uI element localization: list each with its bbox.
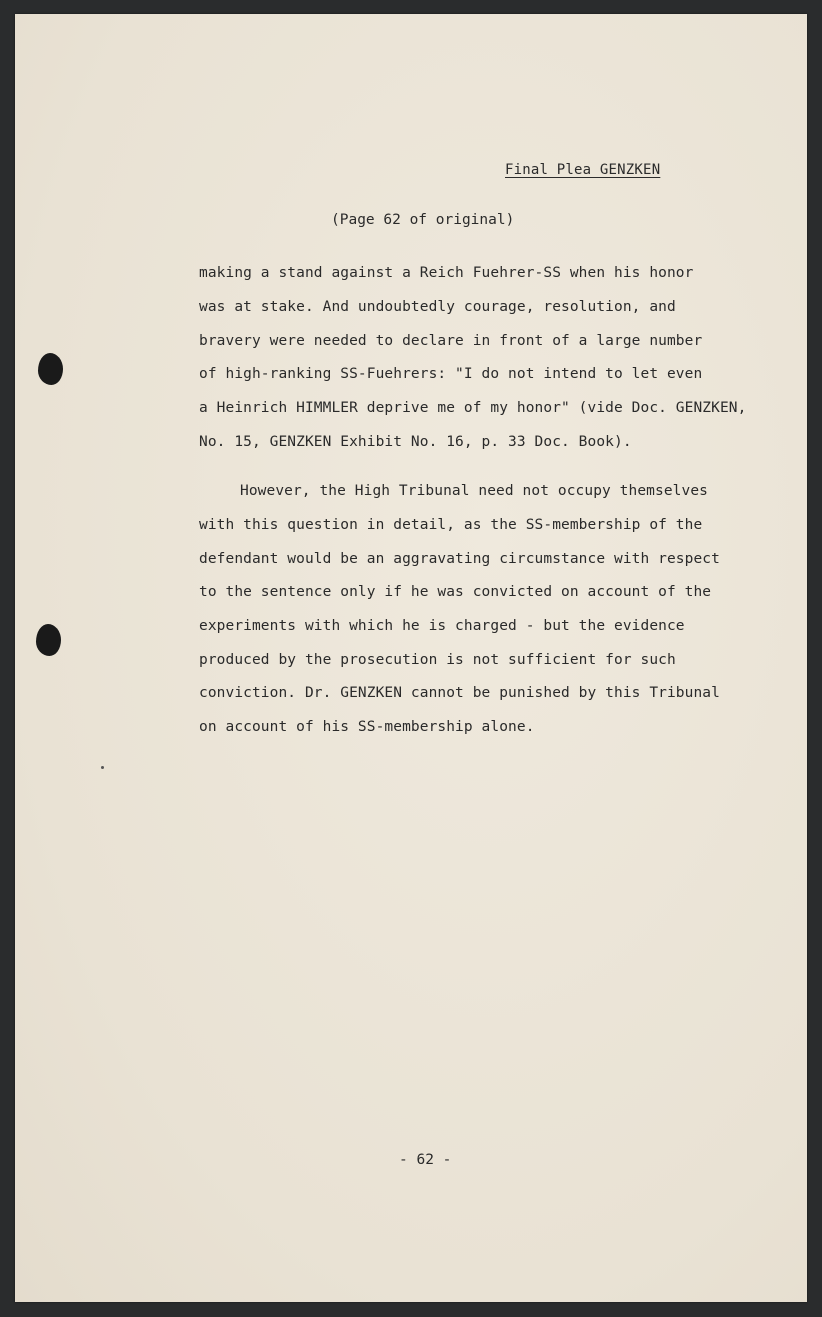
punch-hole-upper: [38, 353, 63, 385]
paper-speck: [101, 766, 104, 769]
paragraph-1-line: was at stake. And undoubtedly courage, resolution, and: [199, 299, 676, 315]
paragraph-2-line: on account of his SS-membership alone.: [199, 719, 535, 735]
paragraph-2-line: conviction. Dr. GENZKEN cannot be punished by this Tribunal: [199, 685, 720, 701]
paragraph-1-line: of high-ranking SS-Fuehrers: "I do not intend to let even: [199, 366, 703, 382]
document-reference: Final Plea GENZKEN: [505, 162, 661, 178]
paragraph-1-line: bravery were needed to declare in front of a large number: [199, 333, 703, 349]
original-page-reference: (Page 62 of original): [331, 212, 515, 228]
paragraph-1-line: making a stand against a Reich Fuehrer-SS when his honor: [199, 265, 694, 281]
paragraph-1-line: a Heinrich HIMMLER deprive me of my honor" (vide Doc. GENZKEN,: [199, 400, 747, 416]
document-page: [15, 14, 807, 1302]
punch-hole-lower: [36, 624, 61, 656]
page-number: - 62 -: [399, 1152, 452, 1168]
paragraph-2-line: with this question in detail, as the SS-membership of the: [199, 517, 703, 533]
paragraph-2-line: defendant would be an aggravating circumstance with respect: [199, 551, 720, 567]
paragraph-2-line: However, the High Tribunal need not occupy themselves: [240, 483, 708, 499]
paragraph-2-line: experiments with which he is charged - but the evidence: [199, 618, 685, 634]
paragraph-2-line: to the sentence only if he was convicted on account of the: [199, 584, 712, 600]
paragraph-1-line: No. 15, GENZKEN Exhibit No. 16, p. 33 Doc. Book).: [199, 434, 632, 450]
paragraph-2-line: produced by the prosecution is not sufficient for such: [199, 652, 676, 668]
